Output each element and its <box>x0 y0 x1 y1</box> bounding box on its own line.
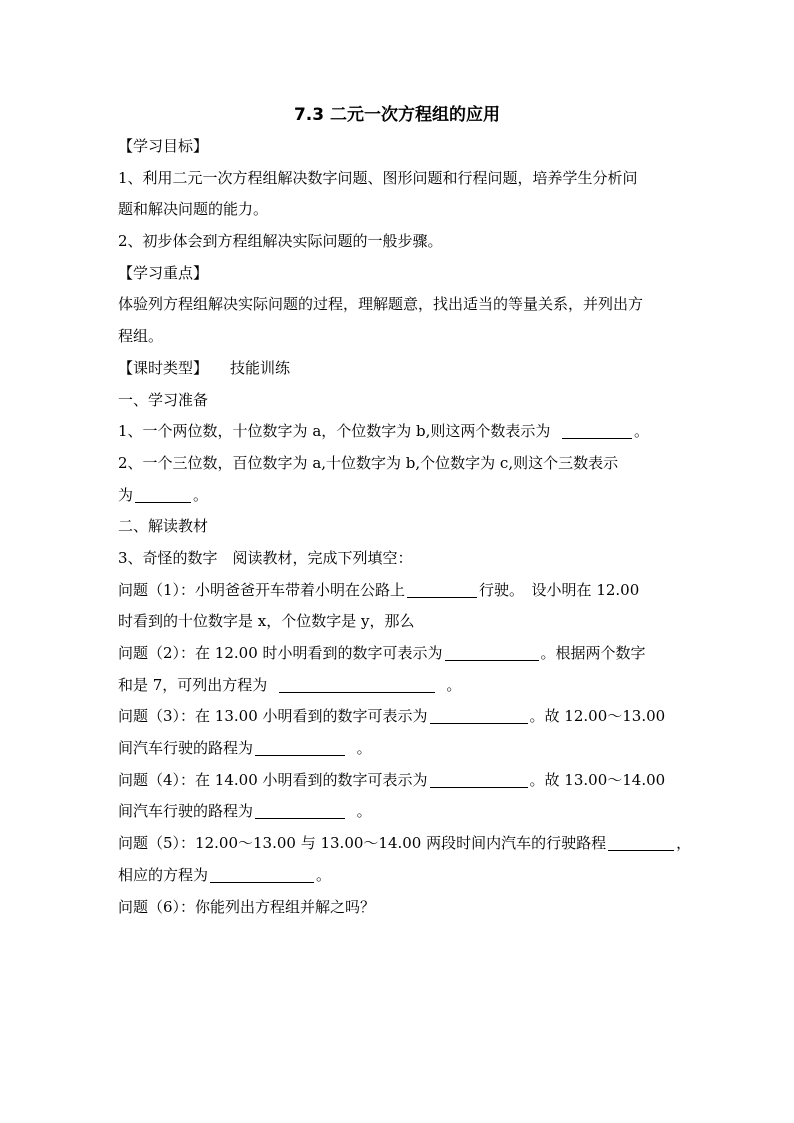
problem-3-cont: 间汽车行驶的路程为 。 <box>118 739 372 758</box>
document-title: 7.3 二元一次方程组的应用 <box>293 105 501 125</box>
answer-blank[interactable] <box>210 866 314 883</box>
section-heading-objectives: 【学习目标】 <box>118 137 209 155</box>
answer-blank[interactable] <box>445 644 539 661</box>
answer-blank[interactable] <box>135 486 191 503</box>
prep-question-2: 2、一个三位数，百位数字为 a,十位数字为 b,个位数字为 c,则这个三数表示 <box>118 453 619 472</box>
objective-1-cont: 题和解决问题的能力。 <box>118 200 269 219</box>
problem-6: 问题（6）：你能列出方程组并解之吗？ <box>118 897 376 916</box>
section-heading-focus: 【学习重点】 <box>118 263 209 282</box>
objective-1: 1、利用二元一次方程组解决数字问题、图形问题和行程问题，培养学生分析问 <box>118 168 638 187</box>
section-heading-reading: 二、解读教材 <box>118 517 209 536</box>
answer-blank[interactable] <box>562 422 632 439</box>
lesson-type-label: 【课时类型】 <box>118 358 209 377</box>
answer-blank[interactable] <box>255 802 345 819</box>
document-body <box>118 131 692 923</box>
lesson-type-line <box>118 353 678 385</box>
answer-blank[interactable] <box>255 739 345 756</box>
focus-text-cont: 程组。 <box>118 327 164 346</box>
prep-question-1: 1、一个两位数，十位数字为 a，个位数字为 b,则这两个数表示为 。 <box>118 422 649 441</box>
problem-2-cont: 和是 7，可列出方程为 。 <box>118 675 462 694</box>
answer-blank[interactable] <box>407 581 477 598</box>
problem-1: 问题（1）：小明爸爸开车带着小明在公路上 行驶。 设小明在 12.00 <box>118 580 640 599</box>
problem-2: 问题（2）：在 12.00 时小明看到的数字可表示为 。根据两个数字 <box>118 644 646 662</box>
section-heading-preparation: 一、学习准备 <box>118 390 209 409</box>
reading-intro: 3、奇怪的数字 阅读教材，完成下列填空： <box>118 548 413 567</box>
problem-3: 问题（3）：在 13.00 小明看到的数字可表示为 。故 12.00～13.00 <box>118 707 666 726</box>
problem-4-cont: 间汽车行驶的路程为 。 <box>118 802 372 821</box>
answer-blank[interactable] <box>430 707 528 724</box>
prep-question-2-cont: 为 。 <box>118 485 209 504</box>
answer-blank[interactable] <box>608 834 674 851</box>
problem-5-cont: 相应的方程为 。 <box>118 865 332 884</box>
answer-blank[interactable] <box>430 771 528 788</box>
answer-blank[interactable] <box>279 676 435 693</box>
focus-text: 体验列方程组解决实际问题的过程，理解题意，找出适当的等量关系，并列出方 <box>118 295 644 314</box>
problem-1-cont: 时看到的十位数字是 x，个位数字是 y，那么 <box>118 612 415 631</box>
problem-4: 问题（4）：在 14.00 小明看到的数字可表示为 。故 13.00～14.00 <box>118 770 666 789</box>
problem-5: 问题（5）：12.00～13.00 与 13.00～14.00 两段时间内汽车的行驶路程 ， <box>118 834 692 853</box>
objective-2: 2、初步体会到方程组解决实际问题的一般步骤。 <box>118 232 443 251</box>
lesson-type-value: 技能训练 <box>230 358 291 377</box>
